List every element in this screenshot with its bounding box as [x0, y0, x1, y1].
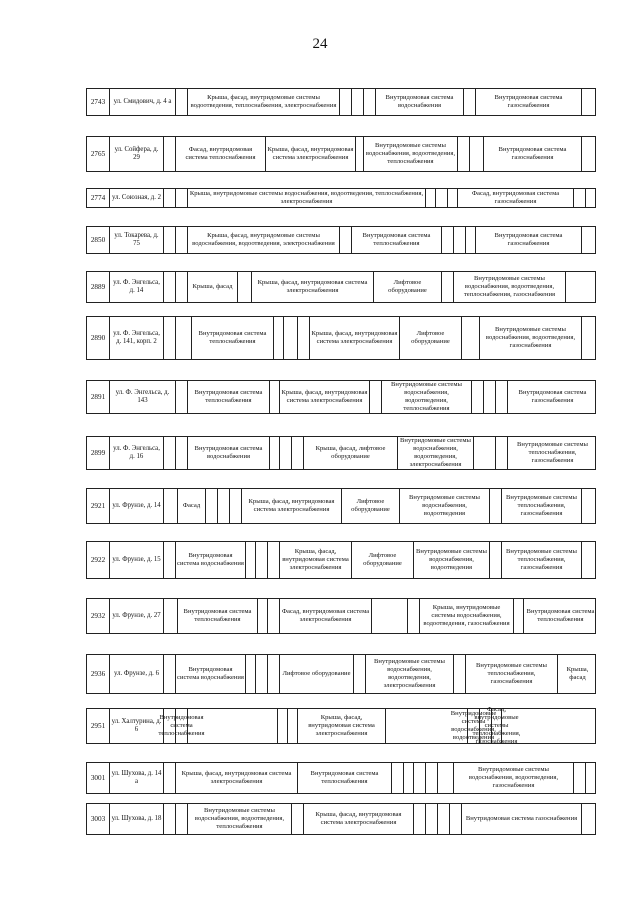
empty-cell	[463, 89, 475, 115]
empty-cell	[269, 437, 279, 469]
record-address: ул. Фрунзе, д. 15	[109, 542, 163, 578]
work-item-cell: Внутридомовые системы теплоснабжения, газоснабжения	[507, 437, 597, 469]
record-row	[86, 598, 596, 634]
empty-cell	[175, 381, 187, 413]
record-row	[86, 488, 596, 524]
record-address: ул. Ф. Энгельса, д. 16	[109, 437, 163, 469]
empty-cell	[425, 189, 435, 207]
work-item-cell: Крыша, фасад, внутридомовая система электроснабжения	[251, 272, 373, 302]
empty-cell	[273, 317, 283, 359]
work-item-cell: Внутридомовая система теплоснабжения	[297, 763, 391, 793]
work-item-cell: Внутридомовые системы водоснабжения, водоотведения	[399, 489, 489, 523]
work-item-cell: Лифтовое оборудование	[341, 489, 399, 523]
record-number: 3003	[90, 814, 106, 823]
empty-cell	[573, 763, 585, 793]
work-item-cell: Внутридомовые системы водоснабжения, водоотведения, газоснабжения	[453, 763, 573, 793]
empty-cell	[437, 763, 453, 793]
empty-cell	[245, 542, 255, 578]
empty-cell	[339, 89, 351, 115]
empty-cell	[291, 437, 303, 469]
empty-cell	[291, 804, 303, 834]
empty-cell	[339, 227, 351, 253]
work-item-cell: Внутридомовая система газоснабжения	[475, 89, 581, 115]
record-number: 2899	[90, 448, 106, 457]
record-row	[86, 88, 596, 116]
empty-cell	[297, 317, 309, 359]
empty-cell	[175, 189, 187, 207]
record-row	[86, 436, 596, 470]
empty-cell	[495, 437, 507, 469]
empty-cell	[425, 763, 437, 793]
empty-cell	[175, 272, 187, 302]
work-item-cell: Внутридомовая система теплоснабжения	[351, 227, 441, 253]
empty-cell	[469, 137, 483, 171]
empty-cell	[175, 227, 187, 253]
work-item-cell: Крыша, фасад, внутридомовая система электроснабжения	[279, 381, 369, 413]
empty-cell	[441, 272, 453, 302]
empty-cell	[371, 599, 407, 633]
record-number: 2889	[90, 282, 106, 291]
empty-cell	[175, 89, 187, 115]
empty-cell	[581, 542, 597, 578]
record-row	[86, 188, 596, 208]
work-item-cell: Лифтовое оборудование	[351, 542, 413, 578]
record-row	[86, 762, 596, 794]
record-row	[86, 271, 596, 303]
empty-cell	[581, 227, 597, 253]
empty-cell	[163, 272, 175, 302]
work-item-cell: Внутридомовая система газоснабжения	[475, 227, 581, 253]
record-address: ул. Ф. Энгельса, д. 143	[109, 381, 175, 413]
empty-cell	[437, 804, 449, 834]
record-row	[86, 380, 596, 414]
work-item-cell: Внутридомовая система газоснабжения	[461, 804, 581, 834]
work-item-cell: Крыша, внутридомовые системы водоснабжения, водоотведения, газоснабжения	[419, 599, 513, 633]
empty-cell	[435, 189, 447, 207]
empty-cell	[163, 804, 175, 834]
record-address: ул. Союзная, д. 2	[109, 189, 163, 207]
empty-cell	[403, 763, 413, 793]
work-item-cell: Внутридомовые системы водоснабжения, водоотведения, электроснабжения	[397, 437, 473, 469]
empty-cell	[369, 381, 381, 413]
work-item-cell: Крыша, фасад, внутридомовая система электроснабжения	[265, 137, 355, 171]
empty-cell	[175, 437, 187, 469]
empty-cell	[473, 437, 495, 469]
work-item-cell: Лифтовое оборудование	[373, 272, 441, 302]
record-number: 2850	[90, 235, 106, 244]
work-item-cell: Крыша, фасад, внутридомовая система электроснабжения	[175, 763, 297, 793]
work-item-cell: Внутридомовые системы водоснабжения, водоотведения	[450, 709, 497, 742]
empty-cell	[175, 317, 191, 359]
empty-cell	[187, 709, 277, 743]
record-address: ул. Смидович, д. 4 а	[109, 89, 175, 115]
record-number: 2951	[90, 721, 106, 730]
empty-cell	[457, 137, 469, 171]
empty-cell	[461, 317, 479, 359]
work-item-cell: Внутридомовая система газоснабжения	[483, 137, 581, 171]
empty-cell	[163, 137, 175, 171]
record-number: 2922	[90, 555, 106, 564]
work-item-cell: Внутридомовая система водоснабжения	[175, 655, 245, 693]
empty-cell	[267, 599, 279, 633]
empty-cell	[175, 804, 187, 834]
record-row	[86, 316, 596, 360]
work-item-cell: Внутридомовые системы водоснабжения, водоотведения	[413, 542, 489, 578]
empty-cell	[163, 655, 175, 693]
work-item-cell: Крыша, фасад	[187, 272, 237, 302]
empty-cell	[513, 599, 523, 633]
empty-cell	[287, 709, 297, 743]
work-item-cell: Внутридомовая система теплоснабжения	[175, 709, 187, 743]
empty-cell	[585, 763, 597, 793]
work-item-cell: Крыша, фасад, внутридомовая система электроснабжения	[303, 804, 413, 834]
page-number: 24	[312, 36, 328, 52]
empty-cell	[267, 542, 279, 578]
empty-cell	[581, 137, 597, 171]
record-number: 2932	[90, 611, 106, 620]
empty-cell	[449, 804, 461, 834]
work-item-cell: Крыша, фасад, внутридомовые системы водоотведения, теплоснабжения, электроснабжения	[187, 89, 339, 115]
empty-cell	[279, 437, 291, 469]
empty-cell	[163, 189, 175, 207]
work-item-cell: Фасад, внутридомовая система электроснабжения	[279, 599, 371, 633]
record-number: 2890	[90, 333, 106, 342]
record-number: 2891	[90, 392, 106, 401]
empty-cell	[277, 709, 287, 743]
record-address: ул. Ф. Энгельса, д. 141, корп. 2	[109, 317, 163, 359]
empty-cell	[245, 655, 255, 693]
empty-cell	[255, 655, 267, 693]
work-item-cell: Внутридомовая система газоснабжения	[507, 381, 597, 413]
work-item-cell: Внутридомовая система водоснабжения	[187, 437, 269, 469]
record-address: ул. Халтурина, д. 6	[109, 709, 163, 743]
empty-cell	[163, 489, 177, 523]
empty-cell	[407, 599, 419, 633]
empty-cell	[205, 489, 217, 523]
empty-cell	[581, 89, 597, 115]
record-address: ул. Шухова, д. 14 а	[109, 763, 163, 793]
empty-cell	[229, 489, 241, 523]
work-item-cell: Внутридомовые системы водоснабжения, водоотведения, газоснабжения	[479, 317, 581, 359]
empty-cell	[413, 804, 425, 834]
empty-cell	[565, 272, 597, 302]
record-row	[86, 226, 596, 254]
empty-cell	[351, 89, 363, 115]
record-row	[86, 136, 596, 172]
work-item-cell: Фасад, внутридомовая система газоснабжения	[457, 189, 573, 207]
empty-cell	[267, 655, 279, 693]
work-item-cell: Внутридомовые системы теплоснабжения, газоснабжения	[465, 655, 557, 693]
work-item-cell: Внутридомовые системы водоснабжения, водоотведения, теплоснабжения	[187, 804, 291, 834]
work-item-cell: Фасад, внутридомовые системы теплоснабжения, газоснабжения	[472, 705, 521, 746]
empty-cell	[355, 137, 363, 171]
record-number: 2936	[90, 669, 106, 678]
record-row	[86, 654, 596, 694]
work-item-cell: Лифтовое оборудование	[279, 655, 353, 693]
work-item-cell: Фасад, внутридомовая система теплоснабжения	[175, 137, 265, 171]
work-item-cell: Внутридомовые системы водоснабжения, водоотведения, теплоснабжения	[381, 381, 471, 413]
record-address: ул. Токарева, д. 75	[109, 227, 163, 253]
record-number: 2921	[90, 501, 106, 510]
work-item-cell: Внутридомовая система теплоснабжения	[187, 381, 269, 413]
empty-cell	[471, 381, 483, 413]
empty-cell	[581, 317, 597, 359]
work-item-cell: Внутридомовые системы теплоснабжения, газоснабжения	[501, 489, 581, 523]
record-address: ул. Сойфера, д. 29	[109, 137, 163, 171]
empty-cell	[453, 655, 465, 693]
empty-cell	[465, 227, 475, 253]
empty-cell	[363, 89, 375, 115]
empty-cell	[163, 599, 177, 633]
record-row	[86, 705, 596, 746]
empty-cell	[163, 763, 175, 793]
work-item-cell: Крыша, фасад, внутридомовые системы водоснабжения, водоотведения, электроснабжения	[187, 227, 339, 253]
work-item-cell: Внутридомовая система теплоснабжения	[177, 599, 257, 633]
work-item-cell: Внутридомовая система водоснабжения	[175, 542, 245, 578]
work-item-cell: Крыша, фасад, внутридомовая система электроснабжения	[297, 709, 385, 743]
empty-cell	[495, 381, 507, 413]
empty-cell	[573, 189, 585, 207]
work-item-cell: Крыша, фасад, внутридомовая система электроснабжения	[241, 489, 341, 523]
work-item-cell: Фасад	[177, 489, 205, 523]
empty-cell	[269, 381, 279, 413]
empty-cell	[483, 381, 495, 413]
work-item-cell: Внутридомовые системы теплоснабжения, газоснабжения	[501, 542, 581, 578]
empty-cell	[453, 227, 465, 253]
empty-cell	[501, 709, 597, 743]
work-item-cell: Крыша, внутридомовые системы водоснабжения, водоотведения, теплоснабжения, электроснабжения	[187, 189, 425, 207]
work-item-cell: Внутридомовая система водоснабжения	[375, 89, 463, 115]
record-row	[86, 541, 596, 579]
empty-cell	[163, 227, 175, 253]
record-address: ул. Фрунзе, д. 27	[109, 599, 163, 633]
empty-cell	[353, 655, 365, 693]
work-item-cell: Внутридомовая система теплоснабжения	[523, 599, 597, 633]
record-number: 2765	[90, 149, 106, 158]
work-item-cell: Крыша, фасад, внутридомовая система электроснабжения	[279, 542, 351, 578]
record-number: 3001	[90, 773, 106, 782]
empty-cell	[255, 542, 267, 578]
empty-cell	[163, 437, 175, 469]
record-number: 2743	[90, 97, 106, 106]
work-item-cell: Внутридомовые системы водоснабжения, водоотведения, теплоснабжения	[363, 137, 457, 171]
empty-cell	[425, 804, 437, 834]
work-item-cell: Внутридомовая система теплоснабжения	[191, 317, 273, 359]
empty-cell	[413, 763, 425, 793]
work-item-cell: Крыша, фасад	[557, 655, 597, 693]
empty-cell	[391, 763, 403, 793]
empty-cell	[163, 317, 175, 359]
empty-cell	[489, 489, 501, 523]
record-address: ул. Ф. Энгельса, д. 14	[109, 272, 163, 302]
empty-cell	[581, 804, 597, 834]
empty-cell	[447, 189, 457, 207]
work-item-cell: Крыша, фасад, внутридомовая система электроснабжения	[309, 317, 399, 359]
empty-cell	[489, 542, 501, 578]
record-address: ул. Фрунзе, д. 14	[109, 489, 163, 523]
empty-cell	[217, 489, 229, 523]
empty-cell	[441, 227, 453, 253]
work-item-cell: Внутридомовые системы водоснабжения, водоотведения, теплоснабжения, газоснабжения	[453, 272, 565, 302]
work-item-cell: Внутридомовые системы водоснабжения, водоотведения, электроснабжения	[365, 655, 453, 693]
record-number: 2774	[90, 193, 106, 202]
record-address: ул. Шухова, д. 18	[109, 804, 163, 834]
work-item-cell: Крыша, фасад, лифтовое оборудование	[303, 437, 397, 469]
record-row	[86, 803, 596, 835]
empty-cell	[163, 542, 175, 578]
empty-cell	[257, 599, 267, 633]
work-item-cell: Лифтовое оборудование	[399, 317, 461, 359]
empty-cell	[283, 317, 297, 359]
empty-cell	[585, 189, 597, 207]
empty-cell	[581, 489, 597, 523]
record-address: ул. Фрунзе, д. 6	[109, 655, 163, 693]
empty-cell	[237, 272, 251, 302]
